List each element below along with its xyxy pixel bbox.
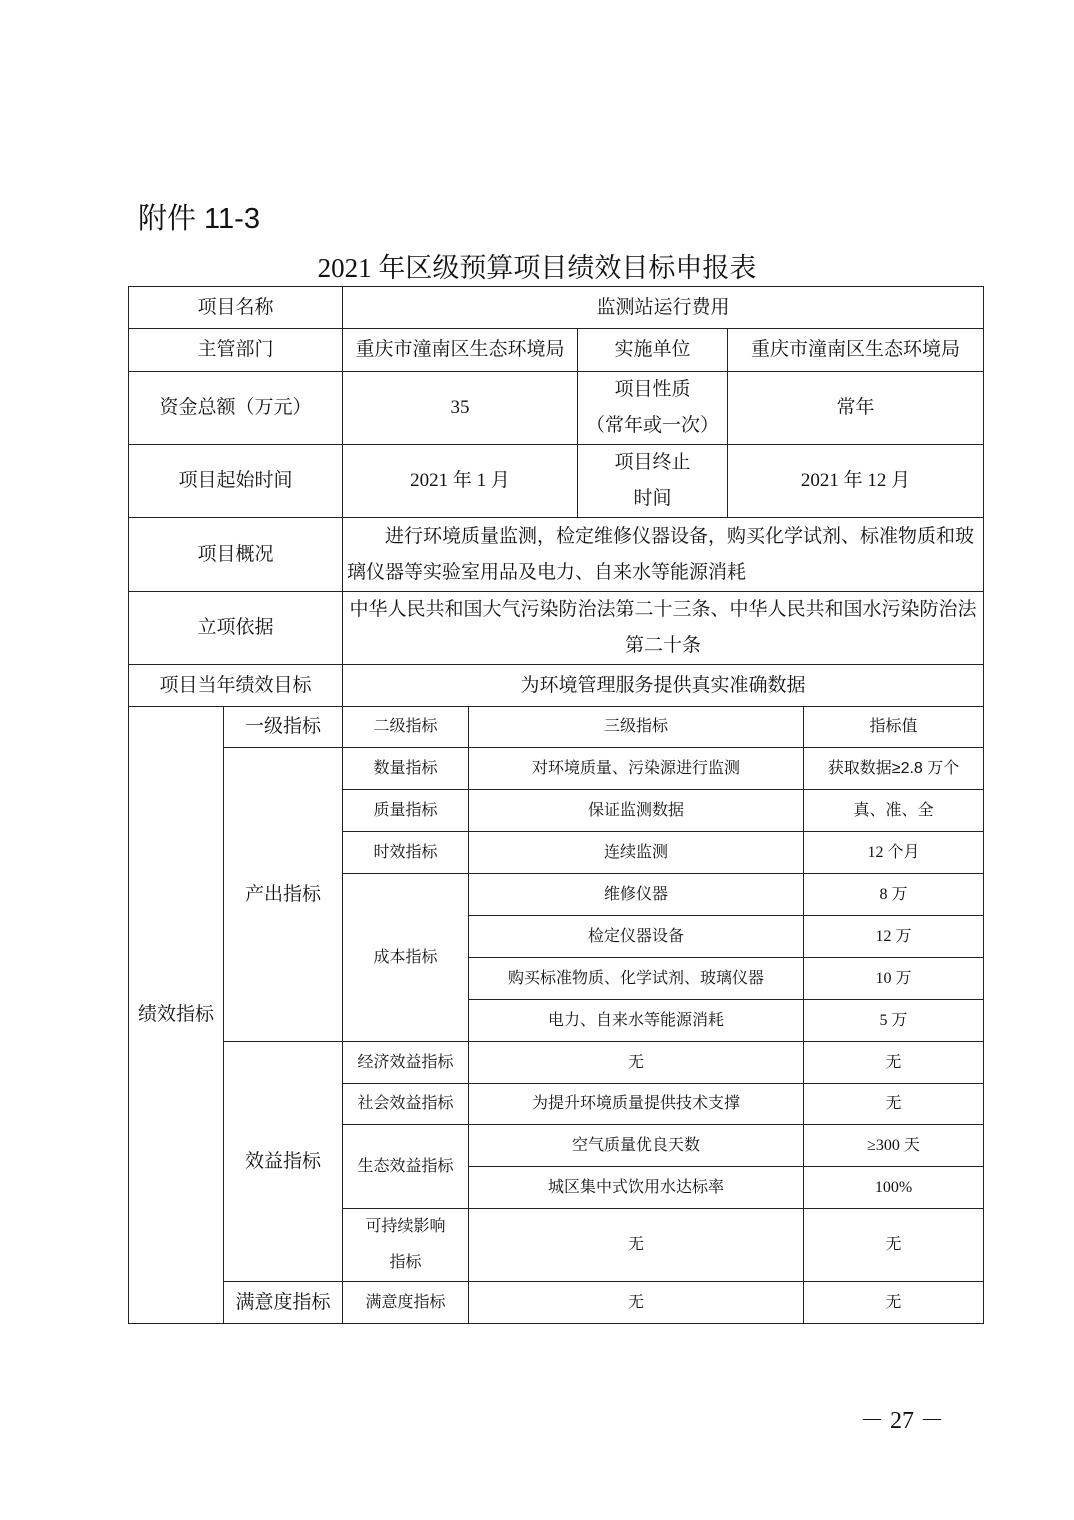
end-label: [578, 445, 728, 518]
table-row: [129, 748, 984, 790]
table-row: [129, 1282, 984, 1324]
impl: 重庆市潼南区生态环境局: [728, 329, 984, 372]
header-l3: 三级指标: [469, 707, 804, 748]
benefit-label: 效益指标: [224, 1042, 343, 1282]
indicator-value: 12 个月: [804, 832, 984, 874]
indicator-l3: 电力、自来水等能源消耗: [469, 1000, 804, 1042]
dept: 重庆市潼南区生态环境局: [343, 329, 578, 372]
eco-label: 生态效益指标: [343, 1125, 469, 1209]
table-row: [129, 287, 984, 329]
page-title: 2021 年区级预算项目绩效目标申报表: [317, 253, 757, 283]
table-row: [129, 665, 984, 707]
indicator-l3: 为提升环境质量提供技术支撑: [469, 1084, 804, 1125]
table-row: [129, 329, 984, 372]
indicators-root-label: 绩效指标: [129, 707, 224, 1324]
end-label-line: 项目终止: [614, 452, 691, 473]
indicator-l3: 购买标准物质、化学试剂、玻璃仪器: [469, 958, 804, 1000]
cost-label: 成本指标: [343, 874, 469, 1042]
header-value: 指标值: [804, 707, 984, 748]
end-label-line: 时间: [633, 488, 672, 509]
attachment-label: 附件 11-3: [138, 203, 260, 235]
indicator-value: 无: [804, 1084, 984, 1125]
indicator-l2: 数量指标: [343, 748, 469, 790]
table-row: [129, 445, 984, 518]
indicator-value: 100%: [804, 1167, 984, 1209]
indicator-value: 12 万: [804, 916, 984, 958]
indicator-value: 真、准、全: [804, 790, 984, 832]
performance-table: [128, 286, 984, 1324]
table-row: [129, 518, 984, 592]
indicator-value: 无: [804, 1209, 984, 1282]
indicator-l3: 对环境质量、污染源进行监测: [469, 748, 804, 790]
indicator-l3: 空气质量优良天数: [469, 1125, 804, 1167]
basis-label: 立项依据: [129, 592, 343, 665]
indicator-value: 5 万: [804, 1000, 984, 1042]
nature-label-line: 项目性质: [614, 379, 691, 400]
header-l1: 一级指标: [224, 707, 343, 748]
indicator-l3: 维修仪器: [469, 874, 804, 916]
indicator-l3: 无: [469, 1209, 804, 1282]
indicator-value: 无: [804, 1282, 984, 1324]
indicator-l3: 无: [469, 1282, 804, 1324]
goal-label: 项目当年绩效目标: [129, 665, 343, 707]
funds: 35: [343, 372, 578, 445]
indicator-value: ≥300 天: [804, 1125, 984, 1167]
indicator-value: 获取数据≥2.8 万个: [804, 748, 984, 790]
goal: 为环境管理服务提供真实准确数据: [343, 665, 984, 707]
sustain-label-line: 可持续影响: [365, 1218, 446, 1235]
table-row: [129, 707, 984, 748]
overview-label: 项目概况: [129, 518, 343, 592]
indicator-value: 10 万: [804, 958, 984, 1000]
overview: 进行环境质量监测，检定维修仪器设备，购买化学试剂、标准物质和玻璃仪器等实验室用品及电力、自来水等能源消耗: [343, 518, 984, 592]
header-l2: 二级指标: [343, 707, 469, 748]
indicator-value: 无: [804, 1042, 984, 1084]
table-row: [129, 1042, 984, 1084]
indicator-l2: 经济效益指标: [343, 1042, 469, 1084]
project-name: 监测站运行费用: [343, 287, 984, 329]
project-name-label: 项目名称: [129, 287, 343, 329]
sustain-label-line: 指标: [389, 1254, 422, 1271]
end: 2021 年 12 月: [728, 445, 984, 518]
sustain-label: [343, 1209, 469, 1282]
dept-label: 主管部门: [129, 329, 343, 372]
impl-label: 实施单位: [578, 329, 728, 372]
indicator-l3: 城区集中式饮用水达标率: [469, 1167, 804, 1209]
indicator-l3: 连续监测: [469, 832, 804, 874]
nature-label: [578, 372, 728, 445]
indicator-l2: 质量指标: [343, 790, 469, 832]
funds-label: 资金总额（万元）: [129, 372, 343, 445]
start-label: 项目起始时间: [129, 445, 343, 518]
indicator-value: 8 万: [804, 874, 984, 916]
page-number: － 27 －: [860, 1408, 944, 1434]
nature: 常年: [728, 372, 984, 445]
indicator-l3: 无: [469, 1042, 804, 1084]
satisfaction-label: 满意度指标: [224, 1282, 343, 1324]
table-row: [129, 592, 984, 665]
indicator-l3: 检定仪器设备: [469, 916, 804, 958]
indicator-l2: 社会效益指标: [343, 1084, 469, 1125]
start: 2021 年 1 月: [343, 445, 578, 518]
nature-label-line: （常年或一次）: [586, 415, 720, 436]
indicator-l3: 保证监测数据: [469, 790, 804, 832]
indicator-l2: 时效指标: [343, 832, 469, 874]
table-row: [129, 372, 984, 445]
basis: 中华人民共和国大气污染防治法第二十三条、中华人民共和国水污染防治法第二十条: [343, 592, 984, 665]
output-label: 产出指标: [224, 748, 343, 1042]
indicator-l2: 满意度指标: [343, 1282, 469, 1324]
